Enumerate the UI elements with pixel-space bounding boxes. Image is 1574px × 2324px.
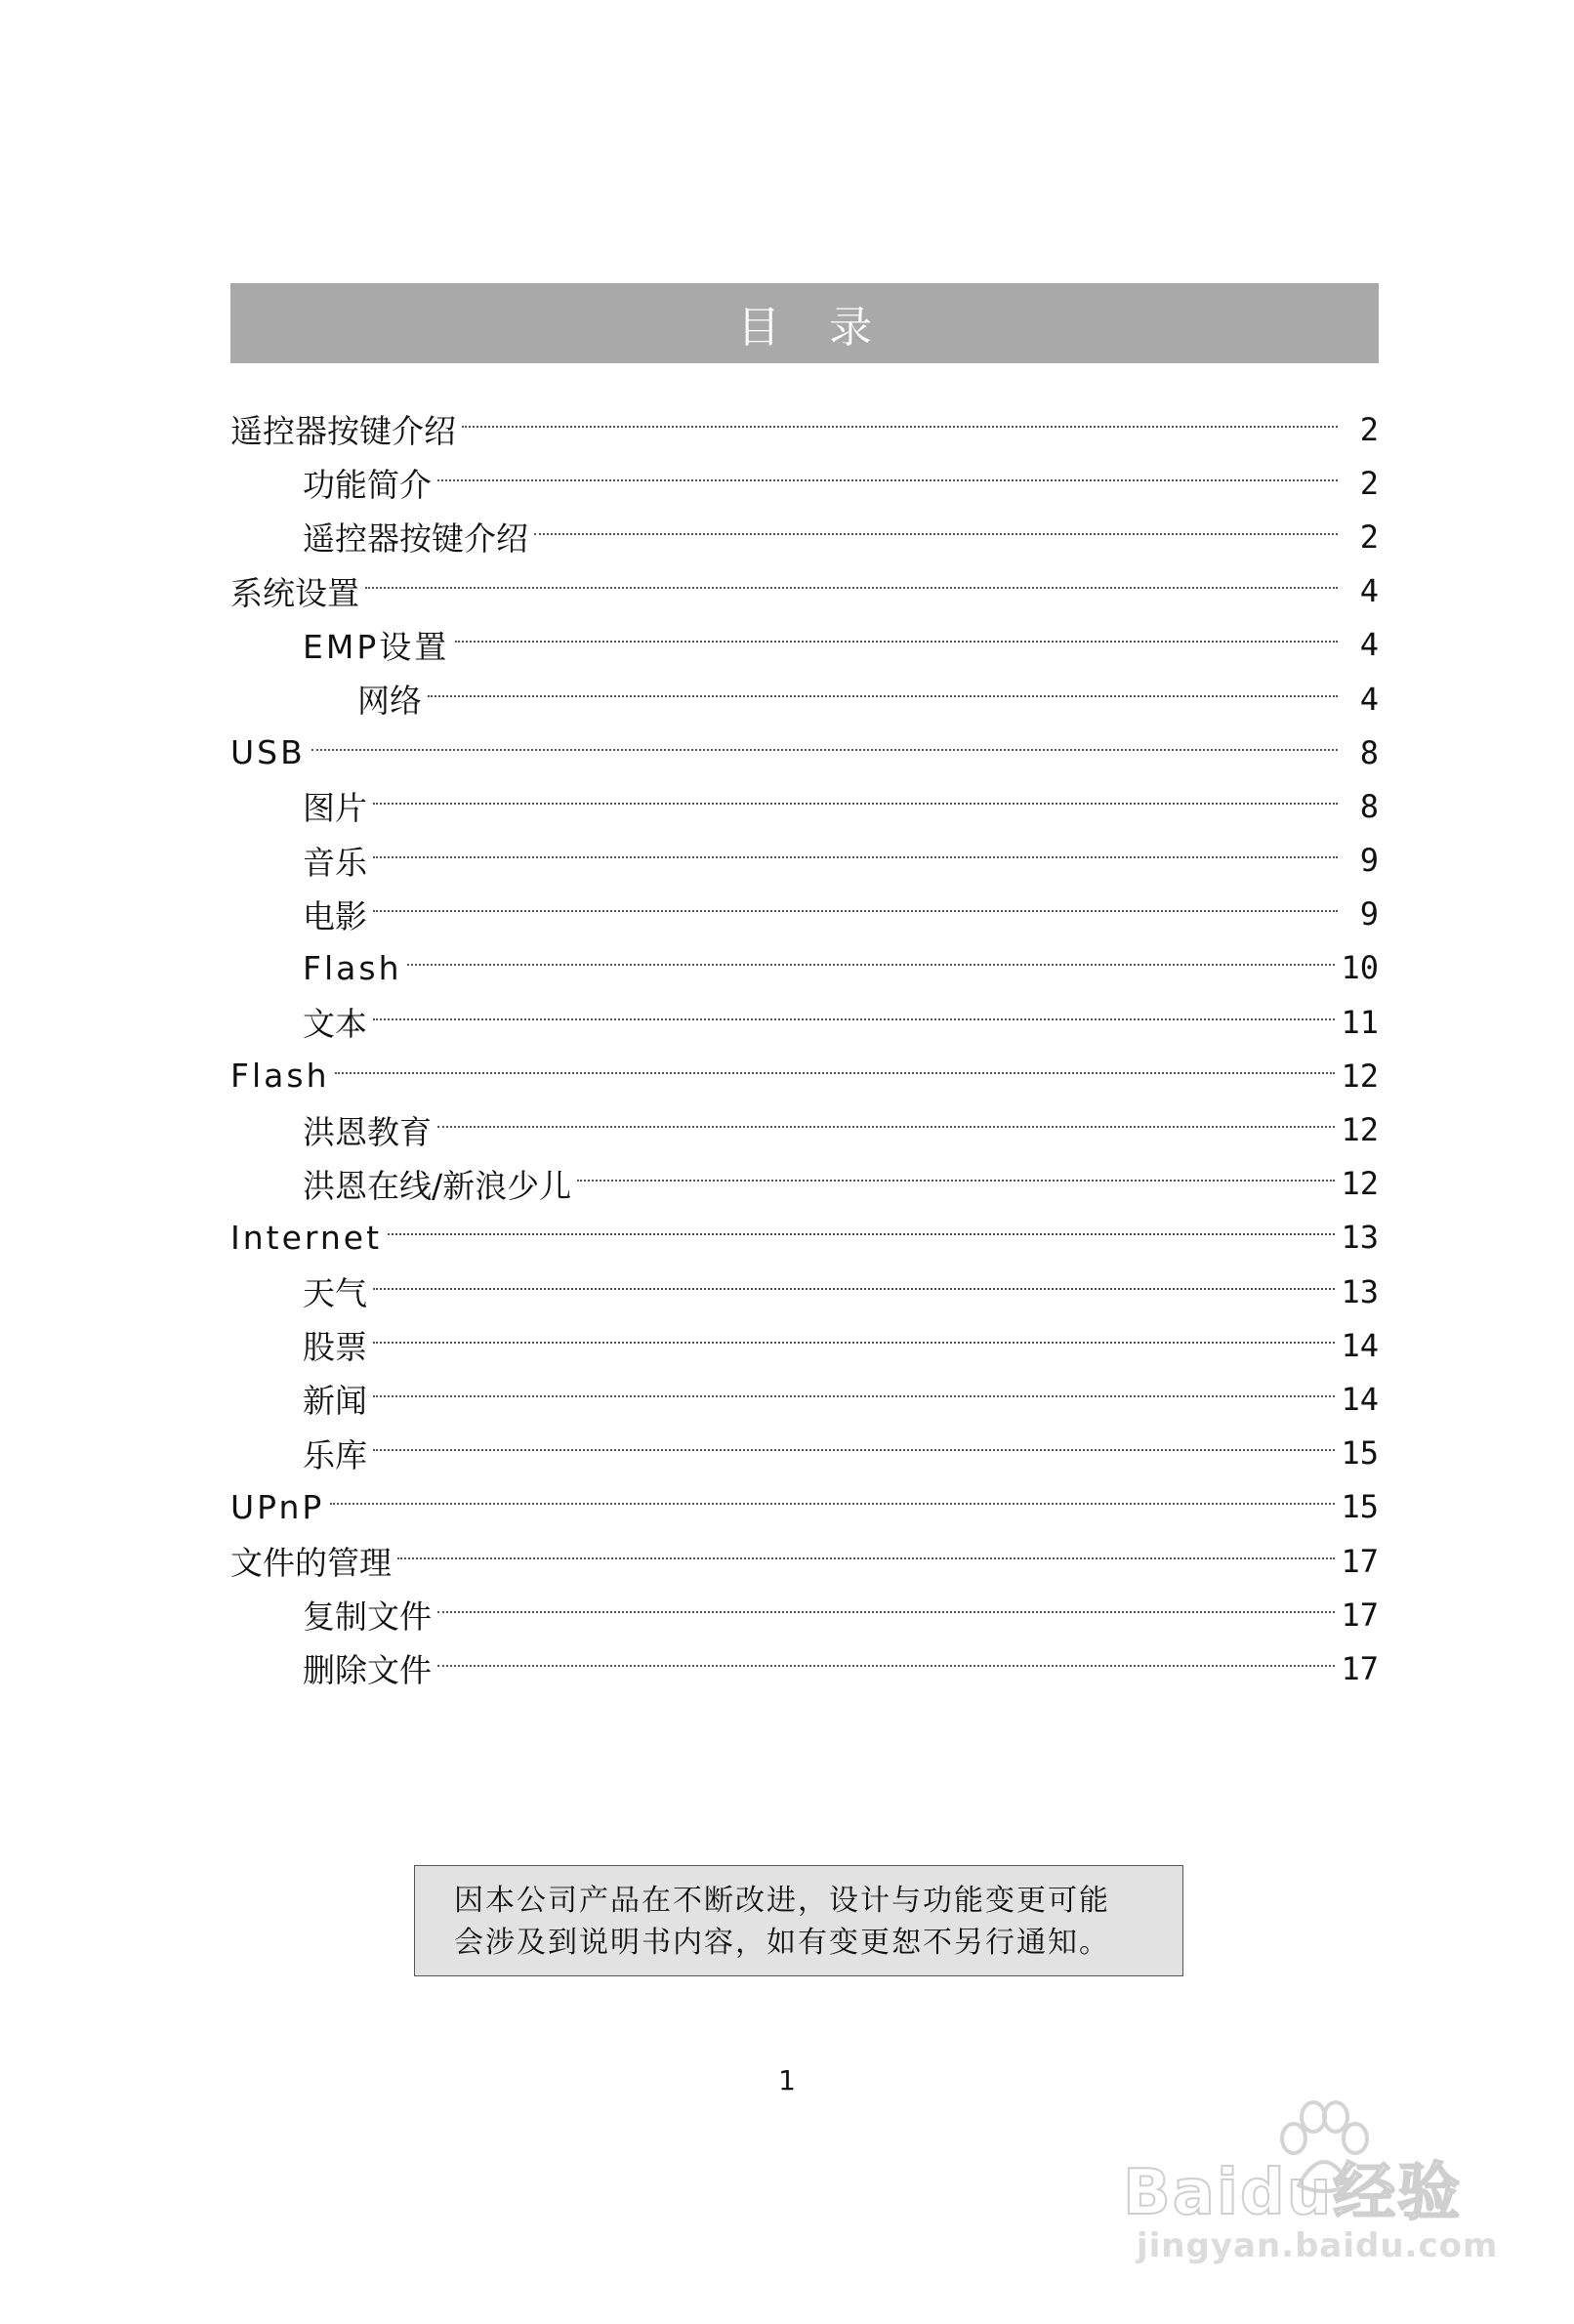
dot-leader [388,1233,1335,1235]
toc-entry[interactable] [230,618,1379,672]
watermark-brand: Baidu经验 [1123,2157,1463,2229]
toc-entry-page: 4 [1359,680,1379,718]
toc-entry-label: 文件的管理 [230,1544,392,1583]
dot-leader [462,426,1338,428]
dot-leader [373,910,1338,912]
toc-entry-label: 网络 [357,682,422,721]
toc-entry[interactable] [230,1318,1379,1372]
toc-entry[interactable] [230,564,1379,618]
dot-leader [311,749,1338,751]
toc-entry-label: 图片 [303,789,367,828]
toc-entry-page: 2 [1359,518,1379,556]
toc-entry-page: 10 [1341,949,1379,987]
toc-entry-page: 2 [1359,410,1379,448]
toc-entry-label: 洪恩在线/新浪少儿 [303,1166,572,1205]
toc-entry-label: 电影 [303,896,367,935]
dot-leader [397,1557,1335,1559]
dot-leader [373,1018,1335,1020]
toc-entry-label: 删除文件 [303,1651,432,1690]
toc-entry-label: 复制文件 [303,1598,432,1637]
dot-leader [373,856,1338,858]
toc-entry-label: 乐库 [303,1435,367,1474]
toc-entry-label: 功能简介 [303,466,432,505]
toc-entry[interactable] [230,1157,1379,1211]
toc-entry-page: 4 [1359,572,1379,610]
toc-entry-page: 17 [1341,1649,1379,1687]
toc-entry[interactable] [230,1372,1379,1426]
toc-entry[interactable] [230,1480,1379,1534]
toc-entry-page: 11 [1341,1003,1379,1041]
toc-entry[interactable] [230,1211,1379,1265]
toc-entry-label: 遥控器按键介绍 [230,412,456,451]
notice-line-1: 因本公司产品在不断改进，设计与功能变更可能 [454,1884,1110,1918]
toc-entry-label: UPnP [230,1487,325,1526]
toc-entry-page: 4 [1359,626,1379,664]
toc-entry-label: 新闻 [303,1382,367,1421]
toc-entry[interactable] [230,456,1379,510]
toc-title-bar [230,283,1379,363]
toc-entry[interactable] [230,1534,1379,1588]
toc-entry-label: 遥控器按键介绍 [303,519,528,559]
toc-entry[interactable] [230,941,1379,995]
toc-entry-page: 8 [1359,733,1379,771]
toc-entry-label: Flash [303,948,402,987]
toc-entry[interactable] [230,1049,1379,1102]
toc-entry-label: 音乐 [303,843,367,882]
dot-leader [335,1072,1335,1074]
notice-box [414,1865,1183,1976]
dot-leader [373,1395,1335,1397]
toc-entry-page: 9 [1359,842,1379,880]
toc-entry-page: 15 [1341,1434,1379,1473]
dot-leader [330,1503,1335,1505]
toc-entry[interactable] [230,888,1379,941]
toc-entry-page: 12 [1341,1111,1379,1149]
toc-entry-page: 2 [1359,464,1379,502]
dot-leader [437,1126,1335,1128]
toc-entry-label: EMP设置 [303,627,450,666]
dot-leader [373,1449,1335,1451]
toc-entry[interactable] [230,779,1379,833]
toc-entry[interactable] [230,726,1379,779]
dot-leader [437,479,1338,481]
toc-entry-page: 14 [1341,1326,1379,1364]
page-number: 1 [778,2064,796,2096]
toc-entry-label: 洪恩教育 [303,1112,432,1151]
toc-entry[interactable] [230,672,1379,726]
toc-entry[interactable] [230,510,1379,563]
toc-entry-page: 8 [1359,787,1379,825]
toc-entry-label: 系统设置 [230,573,359,612]
dot-leader [437,1611,1335,1613]
toc-entry-label: 天气 [303,1274,367,1313]
toc-entry[interactable] [230,1102,1379,1156]
dot-leader [455,641,1338,643]
toc-entry-page: 17 [1341,1542,1379,1580]
watermark-url: jingyan.baidu.com [1137,2226,1499,2265]
toc-entry-label: USB [230,733,306,772]
toc-entry-label: 股票 [303,1328,367,1367]
toc-entry-page: 12 [1341,1057,1379,1095]
notice-line-2: 会涉及到说明书内容，如有变更恕不另行通知。 [454,1926,1110,1960]
table-of-contents [230,402,1379,1696]
toc-entry-page: 17 [1341,1596,1379,1634]
dot-leader [373,1288,1335,1290]
toc-entry-page: 14 [1341,1380,1379,1418]
toc-entry-page: 13 [1341,1219,1379,1257]
dot-leader [365,587,1338,589]
toc-entry-page: 12 [1341,1165,1379,1203]
baidu-watermark [1123,2099,1533,2295]
dot-leader [373,803,1338,805]
toc-entry[interactable] [230,995,1379,1049]
toc-entry-page: 13 [1341,1272,1379,1310]
toc-entry[interactable] [230,402,1379,456]
toc-entry[interactable] [230,1588,1379,1641]
toc-entry-label: 文本 [303,1005,367,1044]
toc-entry-label: Internet [230,1218,383,1257]
toc-entry-label: Flash [230,1057,330,1096]
toc-entry[interactable] [230,1641,1379,1695]
dot-leader [428,695,1338,697]
dot-leader [534,533,1338,535]
toc-title: 目 录 [737,303,890,353]
toc-entry[interactable] [230,1427,1379,1480]
dot-leader [577,1180,1335,1182]
dot-leader [407,964,1335,966]
toc-entry-page: 9 [1359,895,1379,934]
dot-leader [437,1665,1335,1667]
toc-entry[interactable] [230,834,1379,888]
toc-entry[interactable] [230,1265,1379,1318]
dot-leader [373,1342,1335,1344]
toc-entry-page: 15 [1341,1488,1379,1526]
